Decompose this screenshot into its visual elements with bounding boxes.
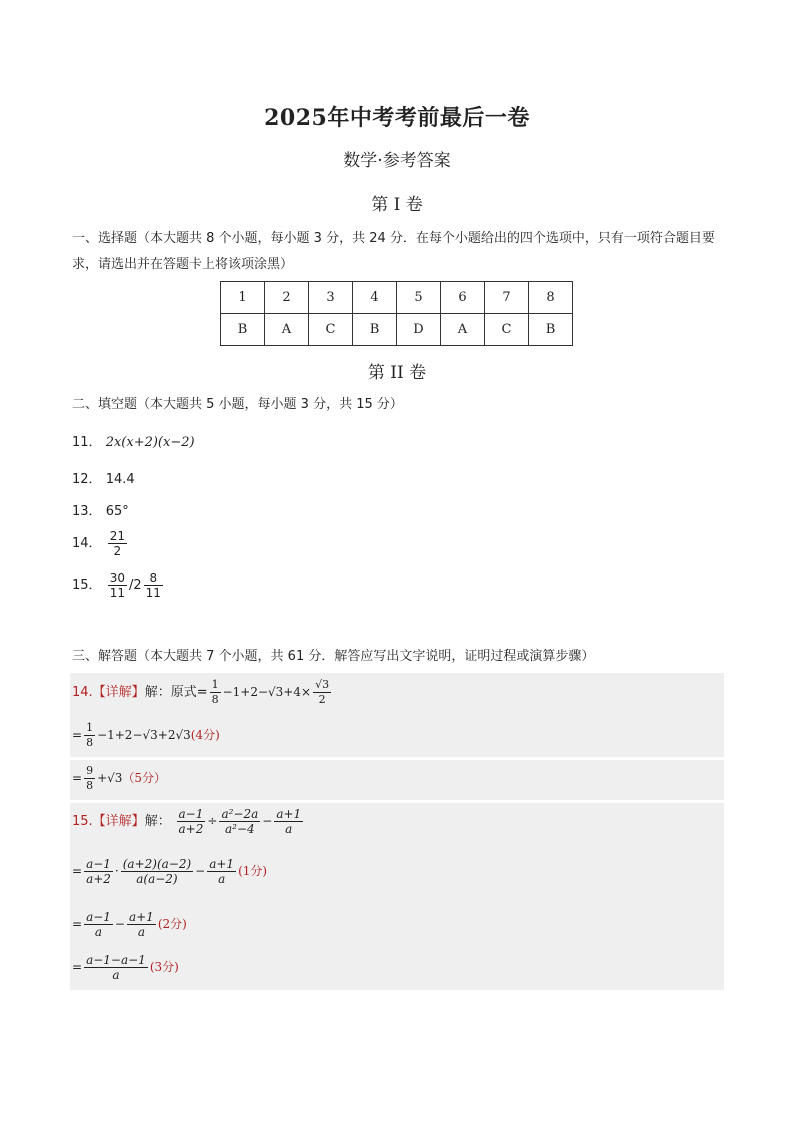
table-cell: 5 — [397, 282, 441, 314]
fill-item-15 — [72, 571, 165, 600]
separator: / — [128, 578, 134, 593]
solution-14-line-1 — [72, 678, 333, 707]
fraction: $\frac{a+1}{a}$ — [128, 910, 154, 939]
item-answer: 65° — [105, 504, 129, 519]
table-cell: D — [397, 314, 441, 346]
fraction: $\frac{1}{8}$ — [211, 678, 219, 706]
solution-15-line-4: = $\frac{a-1-a-1}{a}$ (3分) — [72, 953, 179, 982]
fraction: $\frac{a+1}{a}$ — [276, 807, 302, 836]
table-cell: A — [441, 314, 485, 346]
table-cell: B — [221, 314, 265, 346]
solution-14-line-2: = $\frac{1}{8}$ −1+2−√3+2√3(4分) — [72, 721, 220, 749]
fraction: $\frac{30}{11}$ — [109, 571, 125, 600]
solution-intro: 解： — [144, 814, 171, 829]
table-cell: 2 — [265, 282, 309, 314]
solution-14-line-3: = $\frac{9}{8}$ +√3（5分） — [72, 764, 167, 792]
item-number: 12． — [72, 472, 102, 487]
solution-14-band-2 — [70, 760, 724, 800]
fraction: $\frac{21}{2}$ — [109, 529, 125, 558]
section-choice-heading: 一、选择题（本大题共 8 个小题，每小题 3 分，共 24 分．在每个小题给出的四个选项中，只有一项符合题目要求，请选出并在答题卡上将该项涂黑） — [72, 231, 715, 272]
fill-item-13 — [72, 500, 129, 519]
item-answer: 14.4 — [105, 472, 135, 487]
item-number: 15． — [72, 578, 102, 593]
fill-item-11 — [72, 431, 195, 450]
item-number: 14． — [72, 536, 102, 551]
fraction: $\frac{9}{8}$ — [86, 764, 94, 792]
solution-15-line-3: = $\frac{a-1}{a}$ − $\frac{a+1}{a}$ (2分) — [72, 910, 187, 939]
fraction: $\frac{a-1}{a+2}$ — [178, 807, 204, 836]
section-solve-heading: 三、解答题（本大题共 7 个小题，共 61 分．解答应写出文字说明，证明过程或演算步骤） — [72, 649, 595, 664]
table-cell: 7 — [485, 282, 529, 314]
score: (4分) — [190, 728, 220, 742]
score: (3分) — [149, 960, 179, 974]
page-subtitle: 数学·参考答案 — [343, 151, 451, 171]
expression: −1+2−√3+2√3 — [97, 728, 191, 742]
page-title: 2025年中考考前最后一卷 — [264, 105, 530, 131]
table-row-answers — [221, 314, 573, 346]
table-cell: C — [485, 314, 529, 346]
volume-1-heading: 第 I 卷 — [371, 195, 423, 215]
section-fill-heading: 二、填空题（本大题共 5 小题，每小题 3 分，共 15 分） — [72, 397, 403, 412]
solution-15-line-1: 15.【详解】解： $\frac{a-1}{a+2}$ ÷ $\frac{\text{a²−2a}}{\text{a²−4}}$ − $\frac{a+1}{a}$ — [72, 807, 302, 836]
fraction: $\frac{(a+2)(a-2)}{a(a-2)}$ — [122, 857, 192, 886]
mixed-whole: 2 — [133, 578, 142, 593]
table-cell: A — [265, 314, 309, 346]
fraction: $\frac{a-1}{a}$ — [86, 910, 111, 939]
score: (2分) — [157, 917, 187, 931]
table-cell: 4 — [353, 282, 397, 314]
fraction: $\frac{a-1-a-1}{a}$ — [86, 953, 146, 982]
choice-answer-table — [220, 281, 573, 346]
table-row-numbers — [221, 282, 573, 314]
fraction: $\frac{√3}{2}$ — [315, 678, 330, 706]
item-number: 13． — [72, 504, 102, 519]
expression: +√3 — [97, 771, 123, 785]
table-cell: 3 — [309, 282, 353, 314]
fraction: $\frac{a+1}{a}$ — [209, 857, 235, 886]
solution-intro: 解：原式= — [144, 685, 208, 700]
table-cell: C — [309, 314, 353, 346]
solution-label: 14.【详解】 — [72, 685, 145, 700]
table-cell: B — [353, 314, 397, 346]
expression: −1+2−√3+4× — [222, 685, 312, 699]
table-cell: 1 — [221, 282, 265, 314]
score: (1分) — [238, 864, 268, 878]
table-cell: 8 — [529, 282, 573, 314]
item-answer: 2x(x+2)(x−2) — [105, 435, 195, 450]
fraction: $\frac{a-1}{a+2}$ — [86, 857, 111, 886]
fraction: $\frac{\text{a²−2a}}{\text{a²−4}}$ — [221, 807, 259, 836]
fraction: $\frac{8}{11}$ — [145, 571, 161, 600]
table-cell: B — [529, 314, 573, 346]
solution-15-line-2: = $\frac{a-1}{a+2}$ · $\frac{(a+2)(a-2)}{a(a-2)}$ − $\frac{a+1}{a}$ (1分) — [72, 857, 268, 886]
score: （5分） — [122, 771, 167, 785]
solution-label: 15.【详解】 — [72, 814, 145, 829]
fill-item-14 — [72, 529, 129, 558]
table-cell: 6 — [441, 282, 485, 314]
fill-item-12 — [72, 468, 135, 487]
item-number: 11． — [72, 435, 102, 450]
fraction: $\frac{1}{8}$ — [86, 721, 94, 749]
volume-2-heading: 第 II 卷 — [367, 363, 427, 383]
